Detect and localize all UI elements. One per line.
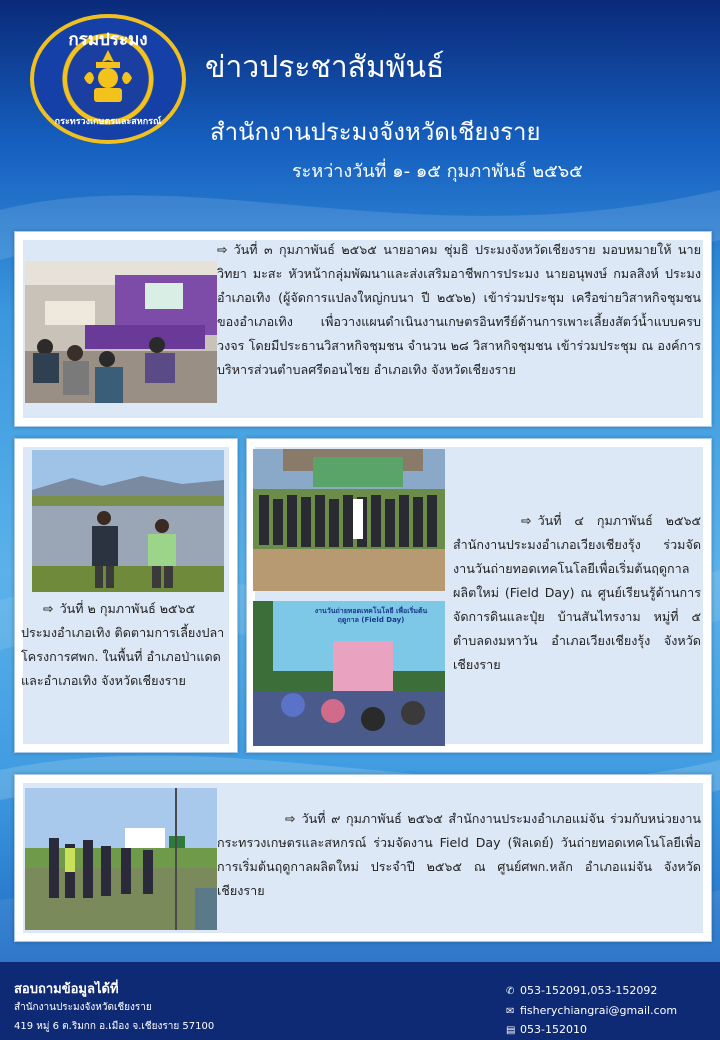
page-title: ข่าวประชาสัมพันธ์ <box>205 50 445 85</box>
arrow-right-icon: ⇨ <box>43 601 54 616</box>
mae-chan-field-day-photo-image <box>25 788 217 930</box>
news-text-2-content: วันที่ ๒ กุมภาพันธ์ ๒๕๖๕ ประมงอำเภอเทิง ติดตามการเลี้ยงปลา โครงการศพก. ในพื้นที่ อำเภอป่าแดด และอำเภอเทิง จังหวัดเชียงราย <box>21 601 225 688</box>
news-text-4-content: วันที่ ๙ กุมภาพันธ์ ๒๕๖๕ สำนักงานประมงอำเภอแม่จัน ร่วมกับหน่วยงานกระทรวงเกษตรและสหกรณ์ ร่วมจัดงาน Field Day (ฟิลเดย์) วันถ่ายทอดเทคโนโลยีเพื่อการเริ่มต้นฤดูกาลผลิตใหม่ ประจำปี ๒๕๖๕ ณ ศูนย์ศพก.หลัก อำเภอแม่จัน จังหวัดเชียงราย <box>217 811 701 898</box>
footer-address: 419 หมู่ 6 ต.ริมกก อ.เมือง จ.เชียงราย 57100 <box>14 1021 215 1032</box>
header <box>0 0 720 220</box>
banner-caption: งานวันถ่ายทอดเทคโนโลยี เพื่อเริ่มต้นฤดูกาล (Field Day) <box>314 607 428 624</box>
fax-number: 053-152010 <box>520 1023 587 1036</box>
footer <box>0 962 720 1040</box>
phone-icon: ✆ <box>506 986 515 997</box>
arrow-right-icon: ⇨ <box>521 513 532 528</box>
seal-text-bottom: กระทรวงเกษตรและสหกรณ์ <box>54 117 162 127</box>
footer-email <box>506 1004 677 1017</box>
fax-icon: ▤ <box>506 1025 516 1036</box>
field-day-group-photo <box>253 449 445 591</box>
news-text-2 <box>21 597 227 693</box>
meeting-photo-image <box>25 261 217 403</box>
news-text-1-content: วันที่ ๓ กุมภาพันธ์ ๒๕๖๕ นายอาคม ชุ่มธิ ประมงจังหวัดเชียงราย มอบหมายให้ นายวิทยา มะสะ หัวหน้ากลุ่มพัฒนาและส่งเสริมอาชีพการประมง นายอนุพงษ์ กมลสิงห์ ประมงอำเภอเทิง (ผู้จัดการแปลงใหญ่กบนา ปี ๒๕๖๒) เข้าร่วมประชุม เครือข่ายวิสาหกิจชุมชน ของอำเภอเทิง เพื่อวางแผนดำเนินงานเกษตรอินทรีย์ด้านการเพาะเลี้ยงสัตว์น้ำแบบครบวงจร โดยมีประธานวิสาหกิจชุมชน จำนวน ๒๘ วิสาหกิจชุมชน เข้าร่วมประชุม ณ องค์การบริหารส่วนตำบลศรีดอนไชย อำเภอเทิง จังหวัดเชียงราย <box>217 242 701 377</box>
department-seal <box>30 14 186 144</box>
news-panel-1 <box>14 231 712 427</box>
arrow-right-icon: ⇨ <box>217 242 228 257</box>
seal-text-top: กรมประมง <box>68 30 148 50</box>
email-address[interactable]: fisherychiangrai@gmail.com <box>520 1004 678 1017</box>
news-panel-3 <box>246 438 712 753</box>
mae-chan-field-day-photo <box>25 788 217 930</box>
news-panel-2 <box>14 438 238 753</box>
news-panel-4 <box>14 774 712 942</box>
field-day-group-photo-image <box>253 449 445 591</box>
arrow-right-icon: ⇨ <box>285 811 296 826</box>
news-text-1 <box>217 238 701 382</box>
field-day-banner-photo <box>253 601 445 746</box>
envelope-icon: ✉ <box>506 1006 515 1017</box>
office-name: สำนักงานประมงจังหวัดเชียงราย <box>210 118 541 146</box>
news-text-3-content: วันที่ ๔ กุมภาพันธ์ ๒๕๖๕ สำนักงานประมงอำเภอเวียงเชียงรุ้ง ร่วมจัดงานวันถ่ายทอดเทคโนโลยีเพื่อเริ่มต้นฤดูกาลผลิตใหม่ (Field Day) ณ ศูนย์เรียนรู้ด้านการจัดการดินและปุ๋ย บ้านสันไทรงาม หมู่ที่ ๕ ตำบลดงมหาวัน อำเภอเวียงเชียงรุ้ง จังหวัดเชียงราย <box>453 513 701 672</box>
footer-fax <box>506 1023 587 1036</box>
fish-pond-photo-image <box>32 450 224 592</box>
fish-pond-photo <box>32 450 224 592</box>
footer-phone <box>506 984 657 997</box>
news-text-3 <box>453 509 701 677</box>
footer-org: สำนักงานประมงจังหวัดเชียงราย <box>14 1002 152 1013</box>
seal-emblem-icon <box>78 48 138 110</box>
news-text-4 <box>217 807 701 903</box>
report-period: ระหว่างวันที่ ๑- ๑๕ กุมภาพันธ์ ๒๕๖๕ <box>292 161 583 182</box>
footer-heading: สอบถามข้อมูลได้ที่ <box>14 982 119 997</box>
meeting-photo <box>25 261 217 403</box>
phone-number[interactable]: 053-152091,053-152092 <box>520 984 658 997</box>
